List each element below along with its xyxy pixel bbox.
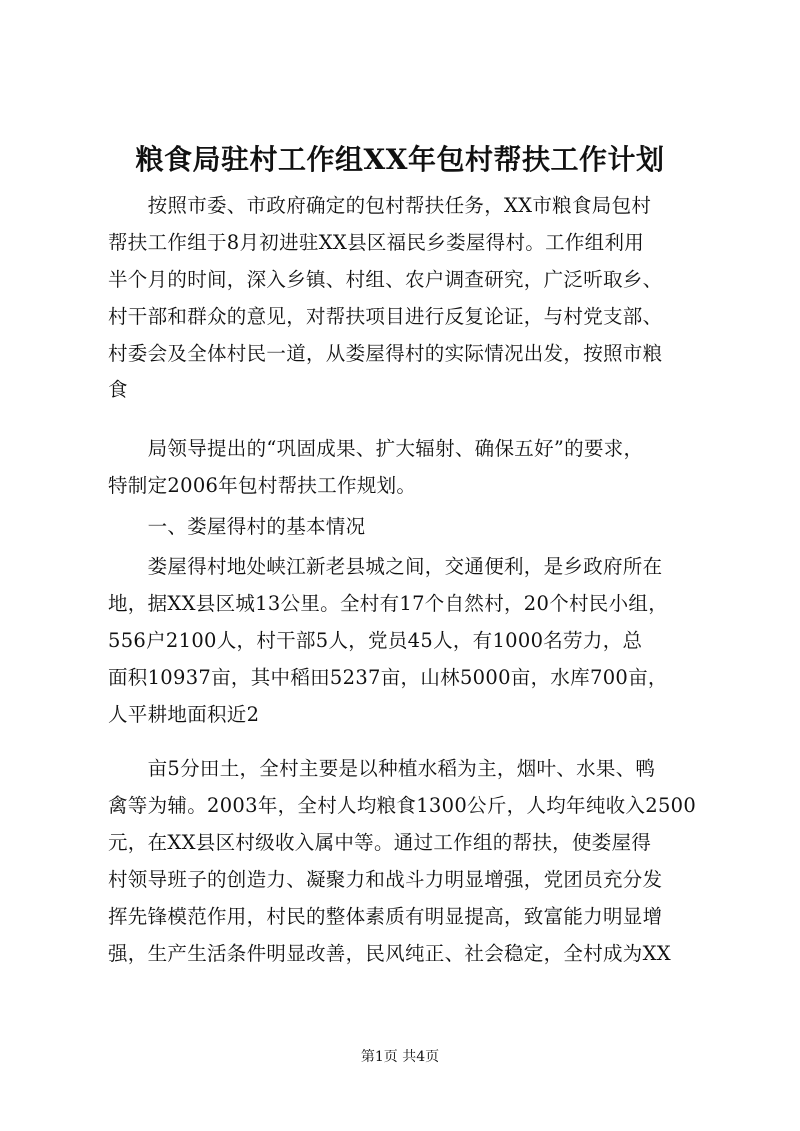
- body-line: 地，据XX县区城13公里。全村有17个自然村，20个村民小组，: [108, 592, 669, 615]
- body-line: 半个月的时间，深入乡镇、村组、农户调查研究，广泛听取乡、: [108, 268, 663, 291]
- body-line: 特制定2006年包村帮扶工作规划。: [108, 474, 417, 497]
- body-line: 村领导班子的创造力、凝聚力和战斗力明显增强，党团员充分发: [108, 868, 663, 891]
- page-number: 第1页 共4页: [360, 1049, 440, 1065]
- body-line: 人平耕地面积近2: [108, 703, 260, 726]
- body-line: 挥先锋模范作用，村民的整体素质有明显提高，致富能力明显增: [108, 905, 663, 928]
- body-line: 按照市委、市政府确定的包村帮扶任务，XX市粮食局包村: [108, 194, 652, 217]
- body-line: 村委会及全体村民一道，从娄屋得村的实际情况出发，按照市粮: [108, 342, 663, 365]
- section-heading: 一、娄屋得村的基本情况: [108, 515, 366, 538]
- body-line: 局领导提出的“巩固成果、扩大辐射、确保五好”的要求，: [108, 437, 644, 460]
- body-line: 亩5分田土，全村主要是以种植水稻为主，烟叶、水果、鸭: [108, 757, 656, 780]
- body-line: 村干部和群众的意见，对帮扶项目进行反复论证，与村党支部、: [108, 305, 663, 328]
- body-line: 面积10937亩，其中稻田5237亩，山林5000亩，水库700亩，: [108, 666, 668, 689]
- body-line: 食: [108, 378, 128, 401]
- body-line: 强，生产生活条件明显改善，民风纯正、社会稳定，全村成为XX: [108, 942, 671, 965]
- document-title: 粮食局驻村工作组XX年包村帮扶工作计划: [135, 143, 665, 176]
- body-line: 556户2100人，村干部5人，党员45人，有1000名劳力，总: [108, 629, 643, 652]
- body-line: 禽等为辅。2003年，全村人均粮食1300公斤，人均年纯收入2500: [108, 794, 697, 817]
- body-line: 元，在XX县区村级收入属中等。通过工作组的帮扶，使娄屋得: [108, 831, 652, 854]
- body-line: 娄屋得村地处峡江新老县城之间，交通便利，是乡政府所在: [108, 555, 663, 578]
- body-line: 帮扶工作组于8月初进驻XX县区福民乡娄屋得村。工作组利用: [108, 231, 645, 254]
